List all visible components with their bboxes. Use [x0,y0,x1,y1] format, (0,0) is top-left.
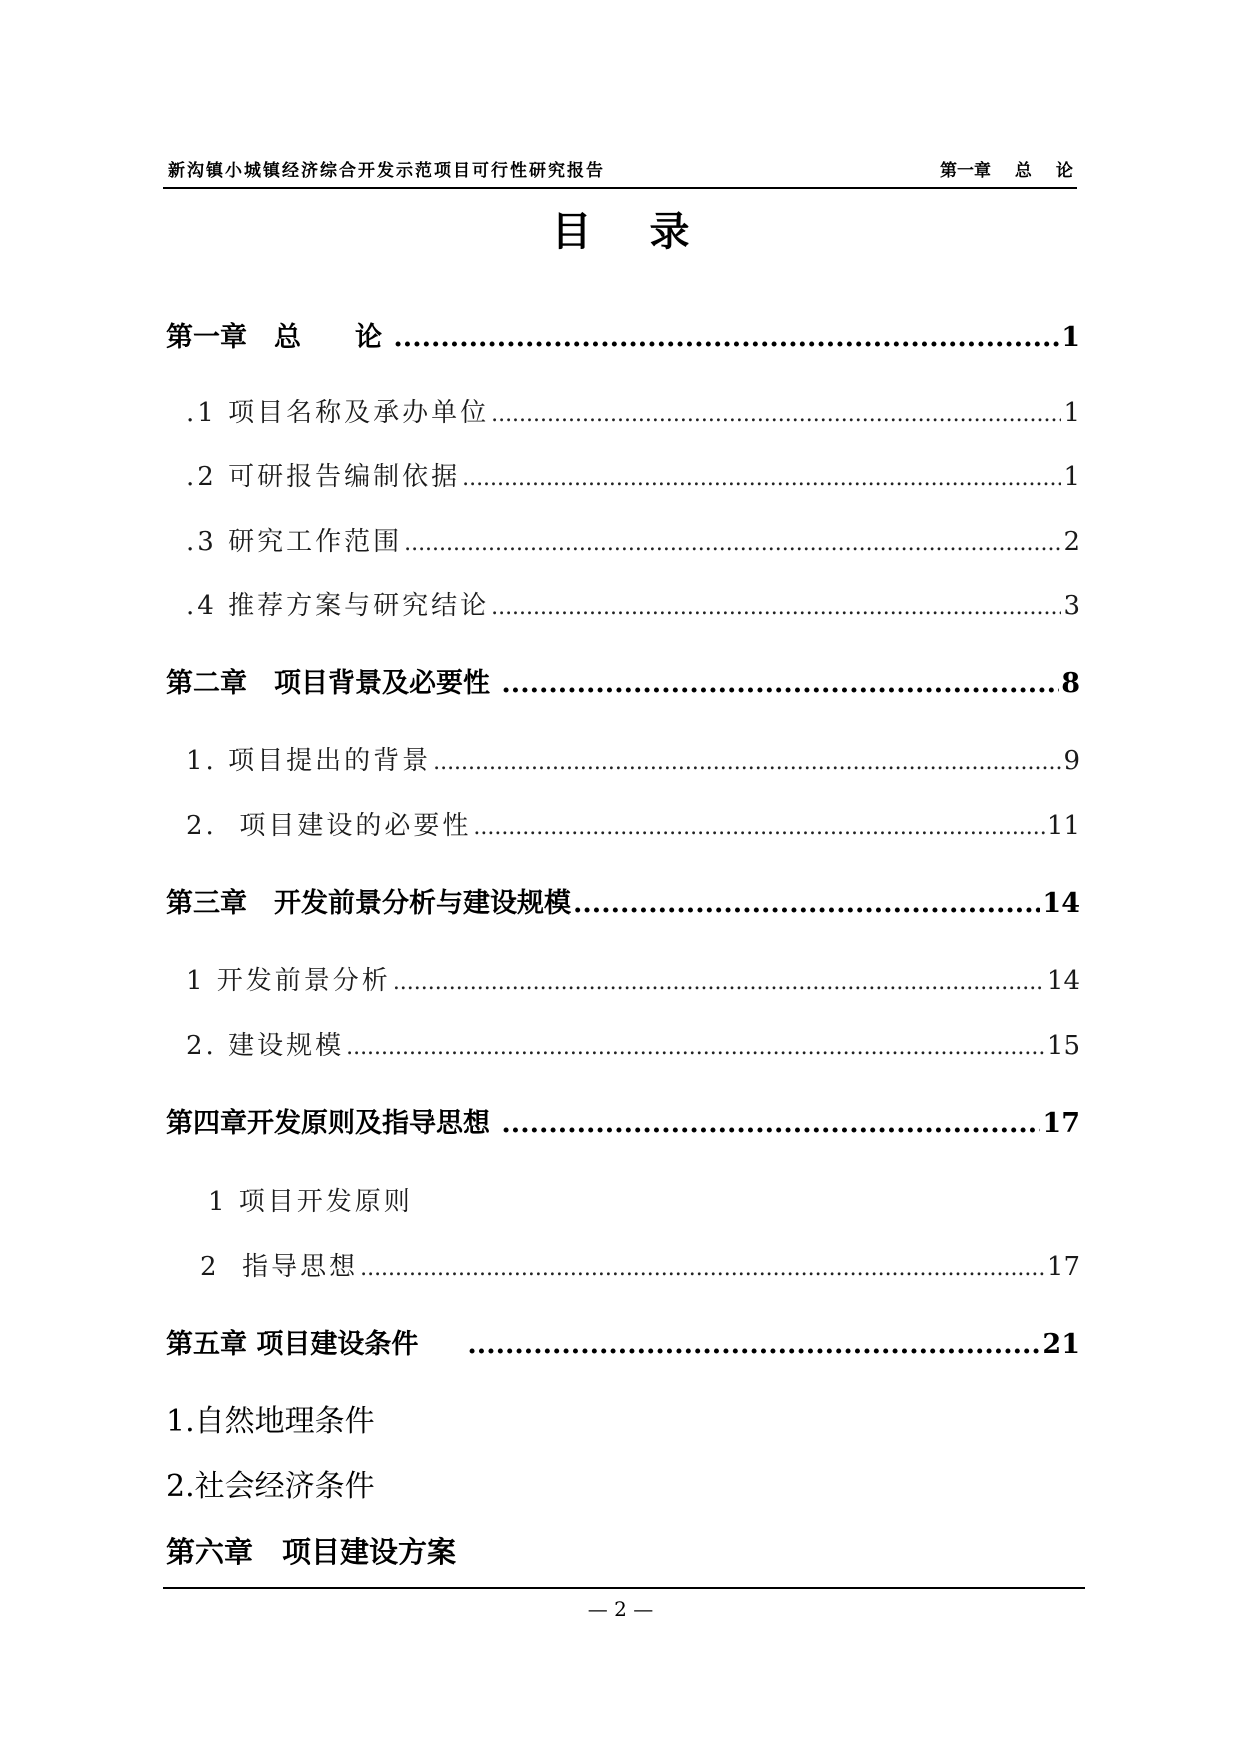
toc-page-number: 2 [1063,527,1080,557]
toc-leader-dots [393,318,1059,358]
toc-section-2-1[interactable] [186,741,1080,781]
running-header-chapter: 第一章 总 论 [940,161,1073,181]
toc-leader-dots [433,743,1061,783]
toc-entry-text: 2. 项目建设的必要性 [186,811,472,841]
toc-leader-dots [467,1325,1040,1365]
page-title: 目录 [551,208,748,255]
toc-page-number: 17 [1046,1252,1080,1282]
toc-leader-dots [491,395,1061,435]
toc-entry-text: 第一章 总 论 [166,322,392,353]
toc-section-1-4[interactable] [186,586,1080,626]
toc-leader-dots [346,1028,1045,1068]
toc-entry-text: 1 开发前景分析 [186,966,391,996]
toc-leader-dots [573,884,1040,924]
toc-page-number: 8 [1061,668,1080,699]
toc-page-number: 14 [1042,888,1080,919]
toc-entry-text: .2 可研报告编制依据 [186,462,461,492]
toc-page-number: 1 [1063,398,1080,428]
toc-entry-text: .3 研究工作范围 [186,527,403,557]
toc-page-number: 1 [1063,462,1080,492]
toc-chapter-3[interactable] [166,884,1080,924]
toc-section-3-1[interactable] [186,961,1080,1001]
toc-chapter-4[interactable] [166,1104,1080,1144]
toc-entry-text: 第四章开发原则及指导思想 [166,1108,500,1139]
toc-leader-dots [404,524,1061,564]
toc-page-number: 3 [1063,591,1080,621]
toc-section-5-2[interactable]: 2.社会经济条件 [166,1469,375,1504]
toc-chapter-5[interactable] [166,1325,1080,1365]
toc-chapter-1[interactable] [166,318,1080,358]
toc-section-2-2[interactable] [186,806,1080,846]
toc-leader-dots [501,664,1059,704]
toc-leader-dots [473,808,1045,848]
footer-rule [163,1587,1085,1589]
toc-page-number: 14 [1046,966,1080,996]
toc-page-number: 1 [1061,322,1080,353]
toc-section-4-1[interactable]: 1 项目开发原则 [208,1187,413,1217]
toc-page-number: 9 [1063,746,1080,776]
toc-entry-text: 2 指导思想 [200,1252,359,1282]
toc-chapter-2[interactable] [166,664,1080,704]
toc-leader-dots [491,588,1061,628]
toc-page-number: 21 [1042,1329,1080,1360]
toc-leader-dots [501,1104,1040,1144]
toc-page-number: 11 [1046,811,1080,841]
toc-leader-dots [360,1249,1045,1289]
header-rule [163,187,1077,189]
toc-leader-dots [462,459,1061,499]
toc-entry-text: .1 项目名称及承办单位 [186,398,490,428]
toc-entry-text: 第三章 开发前景分析与建设规模 [166,888,571,919]
toc-entry-text: .4 推荐方案与研究结论 [186,591,490,621]
toc-page-number: 17 [1042,1108,1080,1139]
toc-entry-text: 第二章 项目背景及必要性 [166,668,500,699]
toc-section-3-2[interactable] [186,1026,1080,1066]
toc-section-1-1[interactable] [186,393,1080,433]
toc-section-5-1[interactable]: 1.自然地理条件 [166,1404,375,1439]
toc-section-4-2[interactable] [200,1247,1080,1287]
toc-entry-text: 1. 项目提出的背景 [186,746,432,776]
toc-section-1-3[interactable] [186,522,1080,562]
running-header-title: 新沟镇小城镇经济综合开发示范项目可行性研究报告 [168,161,605,181]
toc-page-number: 15 [1046,1031,1080,1061]
page-number: — 2 — [587,1597,654,1621]
toc-chapter-6[interactable]: 第六章 项目建设方案 [166,1535,457,1569]
toc-entry-text: 2. 建设规模 [186,1031,345,1061]
toc-entry-text: 第五章 项目建设条件 [166,1329,466,1360]
toc-section-1-2[interactable] [186,457,1080,497]
toc-leader-dots [393,963,1045,1003]
